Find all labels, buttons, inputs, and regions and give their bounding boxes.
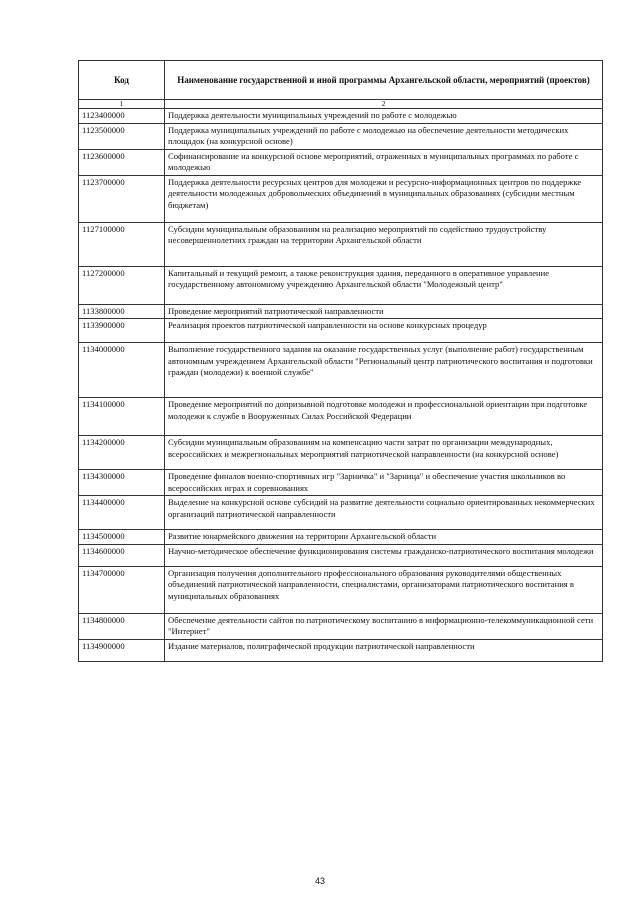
row-name: Субсидии муниципальным образованиям на реализацию мероприятий по содействию трудоустройству несовершеннолетних граждан на территории Архангельской области bbox=[165, 222, 603, 266]
row-name: Научно-методическое обеспечение функционирования системы гражданско-патриотического воспитания молодежи bbox=[165, 544, 603, 566]
row-code: 1134300000 bbox=[79, 470, 165, 496]
column-number-2: 2 bbox=[165, 100, 603, 109]
row-name: Реализация проектов патриотической направленности на основе конкурсных процедур bbox=[165, 319, 603, 343]
header-name: Наименование государственной и иной программы Архангельской области, мероприятий (проектов) bbox=[165, 61, 603, 100]
row-name: Поддержка деятельности ресурсных центров для молодежи и ресурсно-информационных центров по поддержке деятельности молодежных добровольческих объединений в муниципальных образованиях (субсидии местным бюджетам) bbox=[165, 175, 603, 222]
row-code: 1134800000 bbox=[79, 613, 165, 639]
table-row bbox=[79, 544, 603, 566]
table-row bbox=[79, 222, 603, 266]
row-code: 1123700000 bbox=[79, 175, 165, 222]
row-name: Издание материалов, полиграфической продукции патриотической направленности bbox=[165, 639, 603, 661]
row-code: 1134400000 bbox=[79, 496, 165, 530]
table-row bbox=[79, 470, 603, 496]
row-code: 1133900000 bbox=[79, 319, 165, 343]
table-row bbox=[79, 319, 603, 343]
table-row bbox=[79, 436, 603, 470]
table-body bbox=[79, 109, 603, 662]
row-name: Проведение мероприятий по допризывной подготовке молодежи и профессиональной ориентации при подготовке молодежи к службе в Вооруженных Силах Российской Федерации bbox=[165, 398, 603, 436]
row-code: 1133800000 bbox=[79, 304, 165, 319]
page-number: 43 bbox=[314, 876, 325, 886]
row-name: Проведение мероприятий патриотической направленности bbox=[165, 304, 603, 319]
table-row bbox=[79, 149, 603, 175]
row-name: Выполнение государственного задания на оказание государственных услуг (выполнение работ) государственным автономным учреждением Архангельской области "Региональный центр патриотического воспитания и подготовки граждан (молодежи) к военной службе" bbox=[165, 343, 603, 398]
row-name: Капитальный и текущий ремонт, а также реконструкция здания, переданного в оперативное управление государственному автономному учреждению Архангельской области "Молодежный центр" bbox=[165, 266, 603, 304]
row-code: 1134700000 bbox=[79, 566, 165, 613]
row-code: 1127200000 bbox=[79, 266, 165, 304]
row-code: 1123400000 bbox=[79, 109, 165, 124]
row-code: 1123600000 bbox=[79, 149, 165, 175]
row-name: Софинансирование на конкурсной основе мероприятий, отраженных в муниципальных программах по работе с молодежью bbox=[165, 149, 603, 175]
row-name: Выделение на конкурсной основе субсидий на развитие деятельности социально ориентированных некоммерческих организаций патриотической направленности bbox=[165, 496, 603, 530]
header-code: Код bbox=[79, 61, 165, 100]
column-number-row bbox=[79, 100, 603, 109]
row-code: 1134500000 bbox=[79, 530, 165, 545]
table-row bbox=[79, 304, 603, 319]
table-header-row bbox=[79, 61, 603, 100]
table-row bbox=[79, 639, 603, 661]
row-code: 1134000000 bbox=[79, 343, 165, 398]
row-code: 1134100000 bbox=[79, 398, 165, 436]
table-row bbox=[79, 496, 603, 530]
row-name: Поддержка муниципальных учреждений по работе с молодежью на обеспечение деятельности методических площадок (на конкурсной основе) bbox=[165, 123, 603, 149]
table-row bbox=[79, 343, 603, 398]
row-name: Развитие юнармейского движения на территории Архангельской области bbox=[165, 530, 603, 545]
row-code: 1134200000 bbox=[79, 436, 165, 470]
row-code: 1123500000 bbox=[79, 123, 165, 149]
row-name: Обеспечение деятельности сайтов по патриотическому воспитанию в информационно-телекоммуникационной сети "Интернет" bbox=[165, 613, 603, 639]
table-row bbox=[79, 566, 603, 613]
program-table bbox=[78, 60, 603, 662]
row-code: 1134900000 bbox=[79, 639, 165, 661]
table-row bbox=[79, 613, 603, 639]
table-row bbox=[79, 123, 603, 149]
table-row bbox=[79, 175, 603, 222]
table-row bbox=[79, 530, 603, 545]
table-row bbox=[79, 109, 603, 124]
row-name: Организация получения дополнительного профессионального образования руководителями общественных объединений патриотической направленности, специалистами, организаторами патриотического воспитания в муниципальных образованиях bbox=[165, 566, 603, 613]
row-code: 1127100000 bbox=[79, 222, 165, 266]
table-row bbox=[79, 398, 603, 436]
table-row bbox=[79, 266, 603, 304]
row-code: 1134600000 bbox=[79, 544, 165, 566]
column-number-1: 1 bbox=[79, 100, 165, 109]
row-name: Субсидии муниципальным образованиям на компенсацию части затрат по организации международных, всероссийских и межрегиональных мероприятий патриотической направленности (на конкурсной основе) bbox=[165, 436, 603, 470]
row-name: Поддержка деятельности муниципальных учреждений по работе с молодежью bbox=[165, 109, 603, 124]
row-name: Проведение финалов военно-спортивных игр "Зарничка" и "Зарница" и обеспечение участия школьников во всероссийских играх и соревнованиях bbox=[165, 470, 603, 496]
